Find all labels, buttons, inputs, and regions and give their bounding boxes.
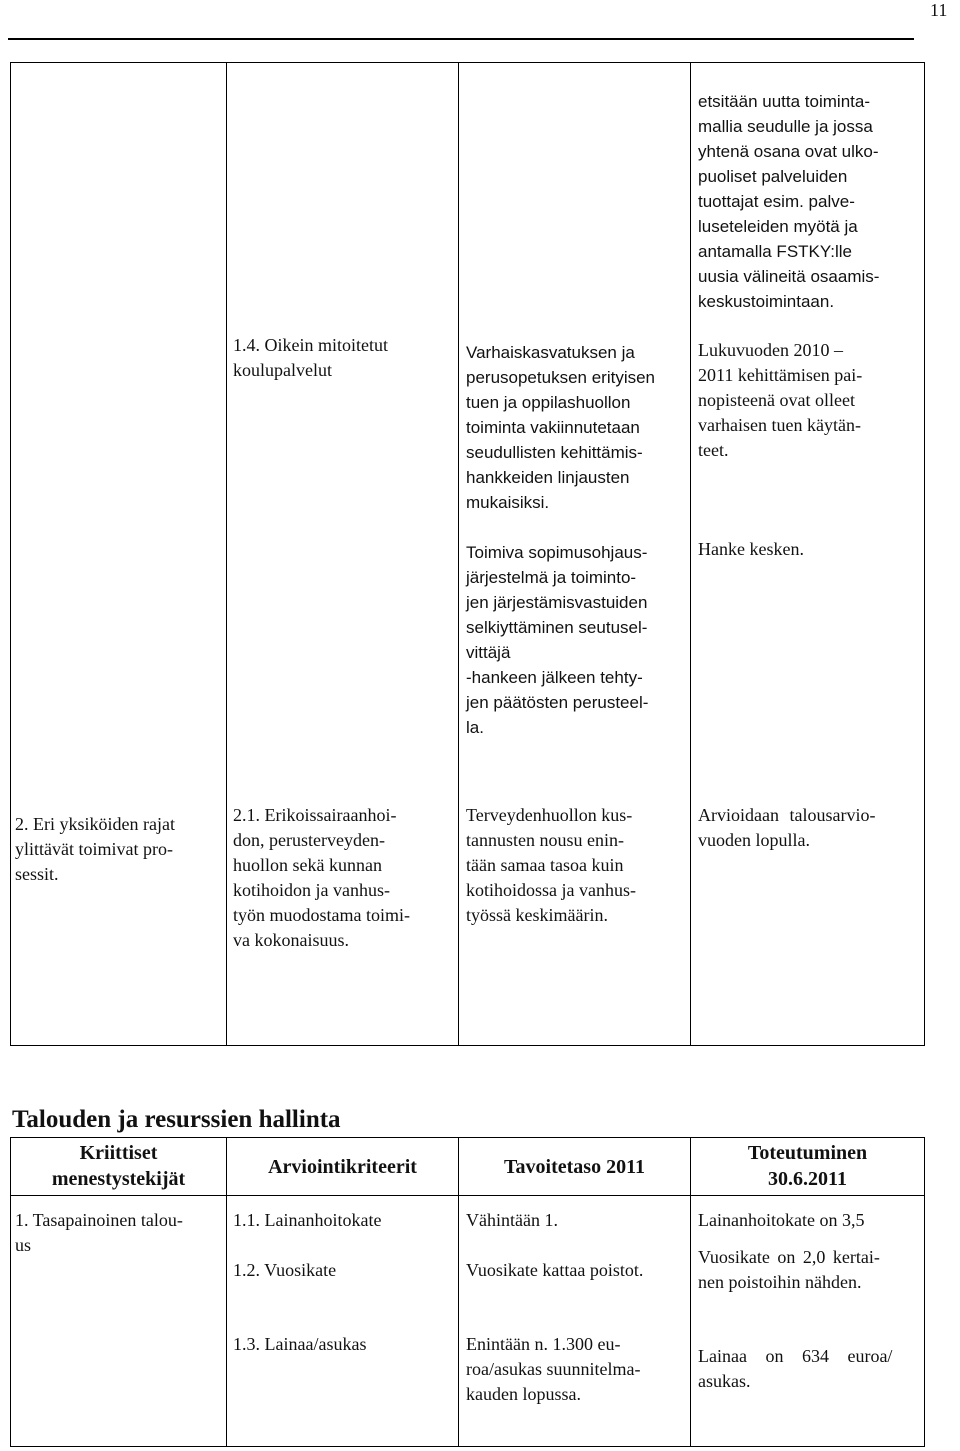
realization-text: Lainaa on 634 euroa/ asukas. [698, 1346, 893, 1391]
target-text: Enintään n. 1.300 eu- roa/asukas suunnitelma- kauden lopussa. [466, 1334, 641, 1404]
critical-factor-text: 1. Tasapainoinen talou- us [15, 1210, 183, 1255]
page-number: 11 [930, 0, 948, 20]
header-realization: Toteutuminen 30.6.2011 [691, 1138, 925, 1196]
goals-col3-cell [459, 63, 691, 1046]
header-critical-factors: Kriittiset menestystekijät [11, 1138, 227, 1196]
goals-col4-cell [691, 63, 925, 1046]
realization-text: Lainanhoitokate on 3,5 [698, 1210, 865, 1230]
criteria-text: 1.3. Lainaa/asukas [233, 1334, 367, 1354]
table-header-row [11, 1138, 925, 1196]
resources-table [10, 1137, 925, 1447]
goals-col2-cell [227, 63, 459, 1046]
header-rule [8, 38, 914, 40]
target-text: Vähintään 1. [466, 1210, 558, 1230]
section-title: Talouden ja resurssien hallinta [12, 1106, 341, 1133]
criteria-text: Terveydenhuollon kus- tannusten nousu enin- tään samaa tasoa kuin kotihoidossa ja vanhus- työssä keskimäärin. [466, 805, 636, 925]
header-evaluation-criteria: Arviointikriteerit [227, 1138, 459, 1196]
status-text: etsitään uutta toiminta- mallia seudulle ja jossa yhtenä osana ovat ulko- puoliset palveluiden tuottajat esim. palve- luseteleiden myötä ja antamalla FSTKY:lle uusia välineitä osaamis- keskustoimintaan. [698, 92, 880, 311]
criteria-text: 1.1. Lainanhoitokate [233, 1210, 382, 1230]
criteria-text: Varhaiskasvatuksen ja perusopetuksen erityisen tuen ja oppilashuollon toiminta vakiinnutetaan seudullisten kehittämis- hankkeiden linjausten mukaisiksi. [466, 343, 656, 512]
status-text: Lukuvuoden 2010 – 2011 kehittämisen pai- nopisteenä ovat olleet varhaisen tuen käytän- teet. [698, 340, 863, 460]
goals-col1-cell [11, 63, 227, 1046]
target-text: Vuosikate kattaa poistot. [466, 1260, 644, 1280]
criteria-text: Toimiva sopimusohjaus- järjestelmä ja toiminto- jen järjestämisvastuiden selkiyttäminen seutusel- vittäjä -hankeen jälkeen tehty- jen päätösten perusteel- la. [466, 543, 649, 737]
table-row [11, 63, 925, 1046]
table-row [11, 1196, 925, 1447]
criteria-text: 1.2. Vuosikate [233, 1260, 337, 1280]
critical-factor-text: 2. Eri yksiköiden rajat ylittävät toimivat pro- sessit. [15, 814, 175, 884]
status-text: Hanke kesken. [698, 539, 804, 559]
realization-text: Vuosikate on 2,0 kertai- nen poistoihin nähden. [698, 1247, 880, 1292]
goal-text: 1.4. Oikein mitoitetut koulupalvelut [233, 335, 388, 380]
goal-text: 2.1. Erikoissairaanhoi- don, perusterveyden- huollon sekä kunnan kotihoidon ja vanhus- työn muodostama toimi- va kokonaisuus. [233, 805, 410, 950]
status-text: Arvioidaan talousarvio- vuoden lopulla. [698, 805, 876, 850]
goals-table [10, 62, 925, 1046]
header-target-level: Tavoitetaso 2011 [459, 1138, 691, 1196]
